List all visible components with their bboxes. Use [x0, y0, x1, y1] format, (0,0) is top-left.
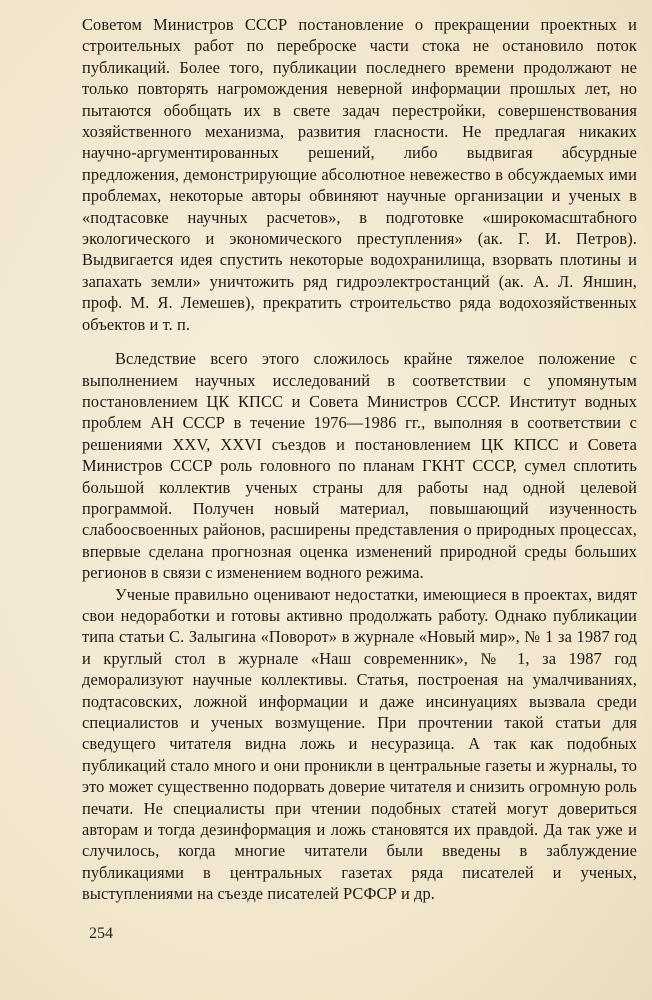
page-number: 254	[89, 925, 113, 942]
body-text	[82, 14, 637, 905]
paragraph-1: Советом Министров СССР постановление о прекращении проектных и строительных работ по переброске части стока не остановило поток публикаций. Более того, публикации последнего времени продолжают не только повторять нагромождения неверной информации прошлых лет, но пытаются обобщать их в свете задач перестройки, совершенствования хозяйственного механизма, развития гласности. Не предлагая никаких научно-аргументированных решений, либо выдвигая абсурдные предложения, демонстрирующие абсолютное невежество в обсуждаемых ими проблемах, некоторые авторы обвиняют научные организации и ученых в «подтасовке научных расчетов», в подготовке «широкомасштабного экологического и экономического преступления» (ак. Г. И. Петров). Выдвигается идея спустить некоторые водохранилища, взорвать плотины и запахать земли» уничтожить ряд гидроэлектростанций (ак. А. Л. Яншин, проф. М. Я. Лемешев), прекратить строительство ряда водохозяйственных объектов и т. п.	[82, 15, 637, 334]
paragraph-2: Вследствие всего этого сложилось крайне тяжелое положение с выполнением научных исследований в соответствии с упомянутым постановлением ЦК КПСС и Совета Министров СССР. Институт водных проблем АН СССР в течение 1976—1986 гг., выполняя в соответствии с решениями XXV, XXVI съездов и постановлением ЦК КПСС и Совета Министров СССР роль головного по планам ГКНТ СССР, сумел сплотить большой коллектив ученых страны для работы над одной целевой программой. Получен новый материал, повышающий изученность слабоосвоенных районов, расширены представления о природных процессах, впервые сделана прогнозная оценка изменений природной среды больших регионов в связи с изменением водного режима.	[82, 349, 637, 583]
paragraph-3: Ученые правильно оценивают недостатки, имеющиеся в проектах, видят свои недоработки и готовы активно продолжать работу. Однако публикации типа статьи С. Залыгина «Поворот» в журнале «Новый мир», № 1 за 1987 год и круглый стол в журнале «Наш современник», № 1, за 1987 год деморализуют научные коллективы. Статья, построеная на умалчиваниях, подтасовских, ложной информации и даже инсинуациях вызвала среди специалистов и ученых возмущение. При прочтении такой статьи для сведущего читателя видна ложь и несуразица. А так как подобных публикаций стало много и они проникли в центральные газеты и журналы, то это может существенно подорвать доверие читателя и снизить огромную роль печати. Не специалисты при чтении подобных статей могут довериться авторам и тогда дезинформация и ложь становятся их правдой. Да так уже и случилось, когда многие читатели были введены в заблуждение публикациями в центральных газетах ряда писателей и ученых, выступлениями на съезде писателей РСФСР и др.	[82, 584, 637, 904]
